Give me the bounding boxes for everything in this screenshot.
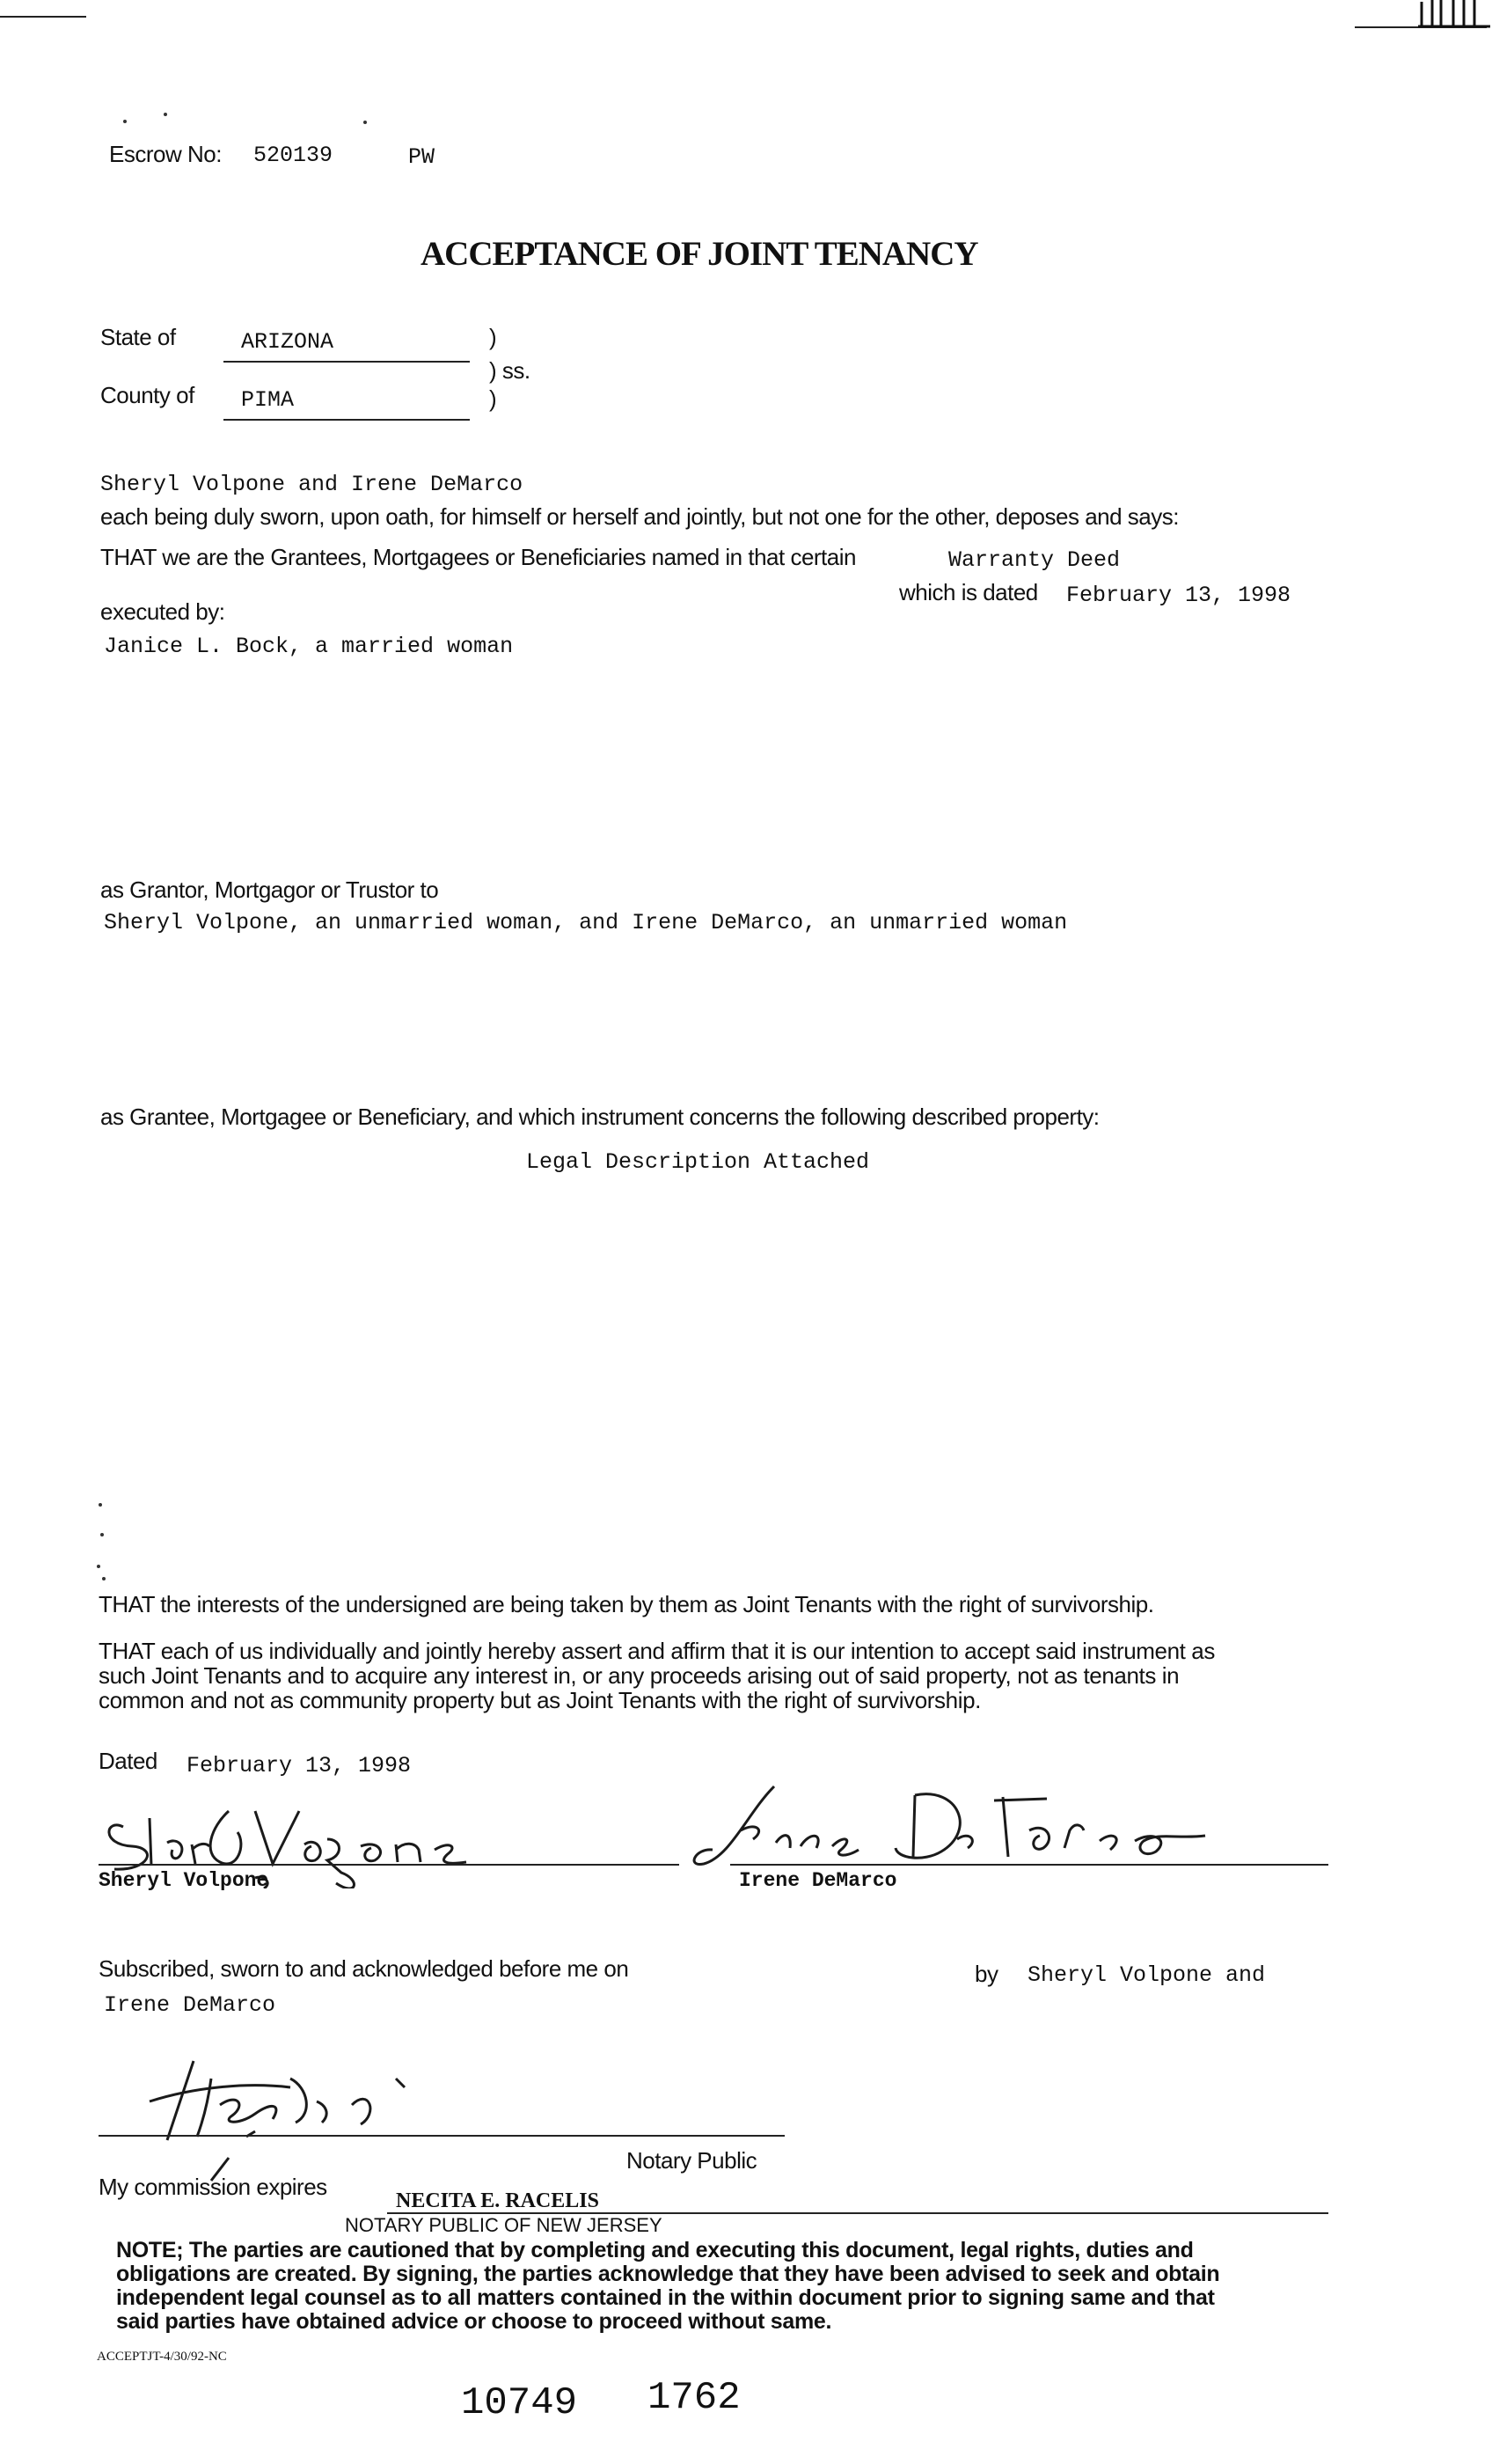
acknowledgment-text: Subscribed, sworn to and acknowledged before me on: [99, 1955, 629, 1982]
state-label: State of: [100, 324, 176, 350]
intent-paragraph: [99, 1639, 1215, 1712]
state-line: [223, 361, 470, 363]
state-value: ARIZONA: [241, 329, 334, 355]
signature-line-right: [730, 1864, 1328, 1866]
speck: [102, 1577, 106, 1580]
executed-by-label: executed by:: [100, 598, 225, 625]
dated-label: which is dated: [899, 579, 1038, 605]
speck: [97, 1565, 100, 1568]
document-title: ACCEPTANCE OF JOINT TENANCY: [421, 235, 978, 273]
intent-line: THAT each of us individually and jointly hereby assert and affirm that it is our intention to accept said instrument as: [99, 1638, 1215, 1664]
grantor-name: Janice L. Bock, a married woman: [104, 634, 514, 659]
signature-date: February 13, 1998: [186, 1753, 412, 1778]
caution-note: [116, 2239, 1219, 2334]
speck: [123, 120, 127, 123]
note-line: said parties have obtained advice or choose to proceed without same.: [116, 2309, 832, 2334]
intent-line: such Joint Tenants and to acquire any interest in, or any proceeds arising out of said property, not as tenants in: [99, 1662, 1180, 1689]
grantees-statement: THAT we are the Grantees, Mortgagees or Beneficiaries named in that certain: [100, 544, 856, 570]
signer-name-volpone: Sheryl Volpone: [99, 1869, 269, 1892]
instrument-date: February 13, 1998: [1066, 583, 1291, 608]
notary-stamp-title: NOTARY PUBLIC OF NEW JERSEY: [345, 2214, 662, 2236]
recording-page-number: 1762: [647, 2376, 741, 2420]
speck: [363, 121, 367, 124]
commission-expires-label: My commission expires: [99, 2174, 327, 2200]
notary-public-label: Notary Public: [626, 2147, 757, 2174]
venue-ss: ) ss.: [489, 357, 530, 384]
grantee-names: Sheryl Volpone, an unmarried woman, and Irene DeMarco, an unmarried woman: [104, 910, 1068, 935]
property-statement: as Grantee, Mortgagee or Beneficiary, and which instrument concerns the following described property:: [100, 1104, 1100, 1130]
county-line: [223, 419, 470, 421]
escrow-number: 520139: [253, 143, 333, 168]
form-code: ACCEPTJT-4/30/92-NC: [97, 2350, 227, 2364]
county-label: County of: [100, 382, 194, 408]
scan-rule-left: [0, 16, 86, 18]
venue-paren-bottom: ): [489, 385, 497, 412]
acknowledgment-by-value-continued: Irene DeMarco: [104, 1992, 276, 2018]
acknowledgment-by-value: Sheryl Volpone and: [1028, 1962, 1266, 1988]
sworn-statement: each being duly sworn, upon oath, for himself or herself and jointly, but not one for the other, deposes and says:: [100, 503, 1179, 530]
note-line: independent legal counsel as to all matters contained in the within document prior to signing same and that: [116, 2285, 1215, 2310]
notary-stamp-name: NECITA E. RACELIS: [396, 2189, 599, 2212]
acknowledgment-by-label: by: [975, 1961, 998, 1987]
county-value: PIMA: [241, 387, 295, 413]
legal-description: Legal Description Attached: [526, 1149, 870, 1175]
interests-statement: THAT the interests of the undersigned are being taken by them as Joint Tenants with the right of survivorship.: [99, 1591, 1154, 1617]
signature-demarco: [677, 1778, 1223, 1883]
note-line: NOTE; The parties are cautioned that by completing and executing this document, legal rights, duties and: [116, 2238, 1194, 2262]
speck: [100, 1533, 104, 1536]
venue-paren-top: ): [489, 324, 497, 350]
signature-line-left: [99, 1864, 679, 1866]
signer-name-demarco: Irene DeMarco: [739, 1869, 897, 1892]
recording-book-number: 10749: [461, 2381, 578, 2425]
scan-corner-mark: [1415, 0, 1492, 30]
dated-label-signature: Dated: [99, 1748, 157, 1774]
escrow-initials: PW: [408, 144, 435, 170]
instrument-type: Warranty Deed: [948, 547, 1121, 573]
escrow-label: Escrow No:: [109, 141, 222, 167]
notary-signature: [141, 2052, 475, 2184]
affiant-names: Sheryl Volpone and Irene DeMarco: [100, 472, 523, 497]
speck: [164, 113, 167, 116]
note-line: obligations are created. By signing, the parties acknowledge that they have been advised to seek and obtain: [116, 2262, 1220, 2286]
speck: [99, 1503, 102, 1507]
intent-line: common and not as community property but as Joint Tenants with the right of survivorship.: [99, 1687, 981, 1713]
grantor-label: as Grantor, Mortgagor or Trustor to: [100, 876, 439, 903]
notary-signature-line: [99, 2135, 785, 2137]
